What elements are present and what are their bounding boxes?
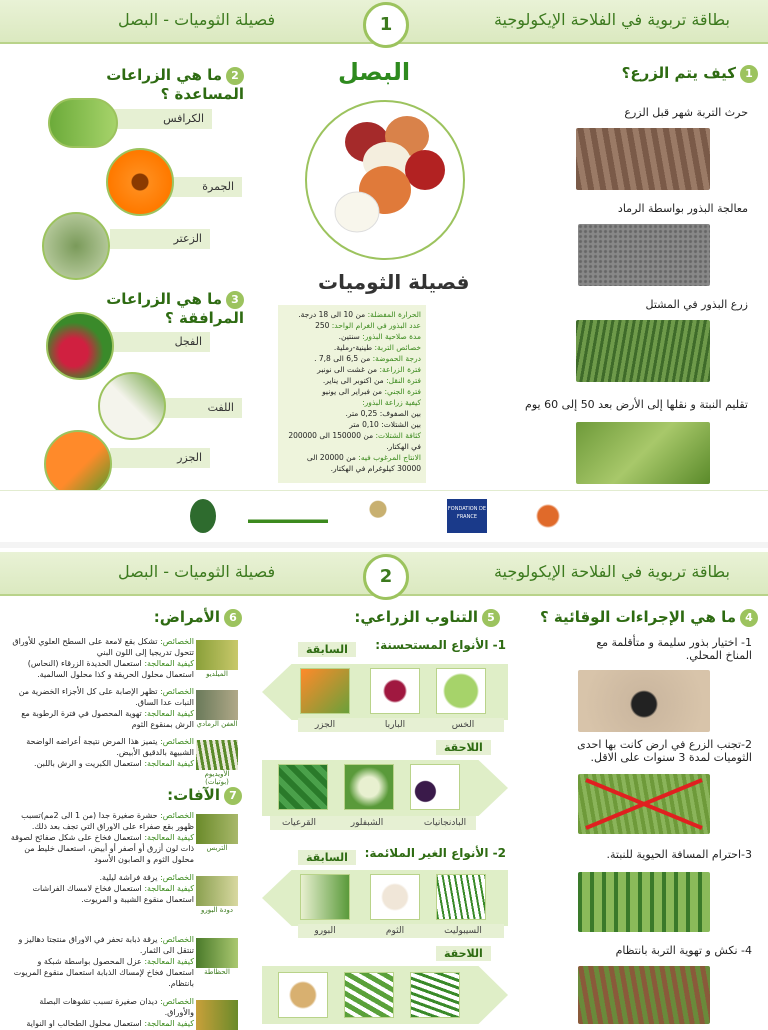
fondation-de-france-logo: FONDATION DE FRANCE [447,499,487,533]
rotation-cell [300,668,350,714]
rotation-label: السيبوليت [444,926,482,936]
info-row [283,331,421,342]
logo-1 [190,499,216,533]
info-row [283,419,421,430]
entry-value: يرقة ذبابة تحفر في الاوراق منتجتا دهاليز و تنتقل الى الثمار. [18,935,194,955]
thyme-photo [42,212,110,280]
thumbnail-image [196,1000,238,1030]
info-row [283,386,421,397]
companion-crops-heading: 3ما هي الزراعات المرافقة ؟ [106,290,244,327]
seeds-hand-photo [578,670,710,732]
plowed-soil-photo [576,128,710,190]
section-number: 3 [226,291,244,309]
preventive-item-1: 1- اختيار بذور سليمة و متأقلمة مع المناخ المحلي. [596,636,752,662]
entry-value: استعمال الحديدة الزرقاء (النحاس) استعمال محلول الحريقة و كذا محلول السالمية. [27,659,194,679]
info-key: كثافة الشتلات: [375,431,421,440]
info-value: من 20000 الى 30000 كيلوغرام في الهكتار. [306,453,421,473]
preventive-heading: 4ما هي الإجراءات الوقائية ؟ [538,608,758,627]
info-key: عدد البذور في الغرام الواحد: [331,321,421,330]
main-title: البصل [338,58,411,86]
entry-value: تشكل بقع لامعة على السطح العلوي للأوراق تتحول تدريجيا إلى اللون البني [12,637,194,657]
rotation-label: الجزر [314,720,336,730]
entry-key: كيفية المعالجة: [144,709,194,718]
entry-thumbnail [196,690,238,728]
sow-step-1: حرث التربة شهر قبل الزرع [624,106,748,119]
entry-key: الخصائص: [160,873,194,882]
carrot-photo [44,430,112,498]
entry-value: استعمال محلول الطحالب او النواية [26,1019,142,1028]
rotation-cell [344,764,394,810]
logo-5 [530,499,566,533]
sow-step-4: تقليم النبتة و نقلها إلى الأرض بعد 50 إلى 60 يوم [525,398,748,411]
entry-key: كيفية المعالجة: [144,884,194,893]
good-next-labels [270,816,476,830]
card2-banner-subtitle: فصيلة الثوميات - البصل [118,562,276,581]
entry-key: الخصائص: [160,737,194,746]
entry-value: يتميز هذا المرض نتيجة أعراضه الواضحة الشبيهة بالدقيق الأبيض. [26,737,194,757]
entry-key: كيفية المعالجة: [144,1019,194,1028]
section-number: 1 [740,65,758,83]
logo-3 [348,499,408,533]
avoid-field-photo [578,774,710,834]
thumbnail-caption: العفن الرمادي [196,720,238,728]
info-key: مدة صلاحية البذور: [362,332,421,341]
thumbnail-image [196,690,238,720]
thumbnail-image [196,876,238,906]
entry-text [8,810,194,865]
pests-heading: 7الآفات: [150,786,242,805]
rotation-cell [370,874,420,920]
section-number: 7 [224,787,242,805]
rotation-cell [278,972,328,1018]
rotation-label: البادنجانيات [423,818,467,828]
entry-text [8,636,194,680]
info-value: سنتين. [338,332,360,341]
sow-step-2: معالجة البذور بواسطة الرماد [617,202,748,215]
sow-step-3: زرع البذور في المشتل [645,298,748,311]
partner-logos [0,490,768,541]
rotation-cell [436,874,486,920]
entry-key: الخصائص: [160,687,194,696]
calendula-photo [106,148,174,216]
info-value: طينية-رملية. [333,343,373,352]
thumbnail-caption: الأويديوم (بوتيات) [204,770,230,786]
rotation-label: الباربا [384,720,406,730]
rotation-cell [344,972,394,1018]
entry-key: الخصائص: [160,811,194,820]
section-number: 5 [482,609,500,627]
spacing-photo [578,872,710,932]
entry-value: حشرة صغيرة جدا (من 1 الى 2مم)تسبب ظهور بقع صفراء على الاوراق التي تجف بعد ذلك. [21,811,194,831]
preventive-item-3: 3-احترام المسافة الحيوية للنبتة. [606,848,752,861]
entry-key: الخصائص: [160,997,194,1006]
entry-thumbnail [196,1000,238,1030]
thumbnail-image [196,938,238,968]
entry-key: كيفية المعالجة: [144,659,194,668]
info-row [283,375,421,386]
family-title: فصيلة الثوميات [318,270,470,294]
onion-icon [307,102,463,258]
rotation-label: البورو [314,926,336,936]
entry-text [8,872,194,905]
info-value: من 10 الى 18 درجة. [298,310,366,319]
entry-thumbnail [196,814,238,852]
info-key: الانتاج المرغوب فيه: [358,453,421,462]
entry-key: كيفية المعالجة: [144,759,194,768]
entry-value: تظهر الإصابة على كل الأجزاء الخضرية من النبات عدا الساق. [18,687,194,707]
good-prev-labels [298,718,504,732]
info-value: من فبراير الى يونيو [322,387,383,396]
entry-value: ديدان صغيرة تسبب تشوهات البصلة والأوراق. [39,997,194,1017]
celery-photo [48,98,118,148]
helper-crop-label: الجمرة [160,177,242,197]
radish-photo [46,312,114,380]
entry-thumbnail [196,876,238,914]
section-number: 4 [740,609,758,627]
thumbnail-caption: دودة البورو [200,906,234,914]
info-key: خصائص التربة: [374,343,421,352]
prev-label: السابقة [298,642,356,657]
info-value: بين الصفوف: 0,25 متر. [345,409,421,418]
entry-value: استعمال الكبريت و الرش باللبن. [34,759,142,768]
logo-2 [248,499,328,533]
ash-seeds-photo [578,224,710,286]
entry-thumbnail [196,938,238,976]
nursery-photo [576,320,710,382]
entry-key: الخصائص: [160,935,194,944]
rotation-cell [436,668,486,714]
info-key: فترة النقل: [386,376,421,385]
companion-crop-label: الفجل [110,332,210,352]
thumbnail-caption: الميلديو [206,670,228,678]
helper-crops-heading: 2ما هي الزراعات المساعدة ؟ [106,66,244,103]
bad-prev-labels [298,924,504,938]
prev-label: السابقة [298,850,356,865]
entry-key: كيفية المعالجة: [144,957,194,966]
cross-icon [578,774,710,834]
info-value: من اكتوبر الى يناير. [322,376,384,385]
helper-crop-label: الزعتر [110,229,210,249]
entry-text [8,996,194,1029]
entry-text [8,934,194,989]
turnip-photo [98,372,166,440]
rotation-heading: 5التناوب الزراعي: [300,608,500,627]
info-value: من 6,5 الى 7,8 . [314,354,371,363]
good-species-title: 1- الأنواع المستحسنة: [375,638,506,652]
entry-value: استعمال فخاخ على شكل صفائح لصوقة ذات لون أزرق أو أصفر أو أبيض، استعمال خليط من محلول الثوم و الصابون الأسود [10,833,194,864]
card1-number-badge: 1 [363,2,409,48]
info-row [283,430,421,452]
entry-value: عزل المحصول بواسطة شبكة و استعمال فخاخ لإمساك الذبابة استعمال منقوع المريوت بانتظام. [13,957,194,988]
next-label: اللاحقة [436,740,491,755]
rotation-label: الثوم [385,926,405,936]
entry-value: تهوية المحصول في فترة الرطوبة مع الرش بمنقوع الثوم [21,709,194,729]
entry-text [8,736,194,769]
card1-banner-subtitle: فصيلة الثوميات - البصل [118,10,276,29]
info-row [283,408,421,419]
rotation-cell [300,874,350,920]
info-row [283,353,421,364]
bad-species-title: 2- الأنواع الغير الملائمة: [364,846,506,860]
info-row [283,342,421,353]
info-value: من غشت الى نونبر [317,365,378,374]
thumbnail-caption: الحظاطة [204,968,230,976]
info-row [283,320,421,331]
entry-value: استعمال فخاخ لامساك الفراشات استعمال منقوع الشيبة و المريوت. [32,884,194,904]
info-box [278,305,426,483]
rotation-label: الشبفلور [350,818,384,828]
entry-thumbnail [196,640,238,678]
rotation-cell [278,764,328,810]
info-row [283,397,421,408]
thumbnail-image [196,814,238,844]
entry-text [8,686,194,730]
info-value: 250 [315,321,330,330]
pruning-photo [576,422,710,484]
entry-key: الخصائص: [160,637,194,646]
companion-crop-label: اللفت [160,398,242,418]
thumbnail-image [196,740,238,770]
rotation-cell [410,764,460,810]
card1-banner-title: بطاقة تربوية في الفلاحة الإيكولوجية [493,10,730,29]
entry-value: يرقة فراشة ليلية. [99,873,158,882]
info-value: من 150000 الى 200000 في الهكتار. [288,431,421,451]
info-key: فترة الزراعة: [379,365,421,374]
info-key: كيفية زراعة البذور: [362,398,421,407]
onion-photo [305,100,465,260]
info-value: بين الشتلات: 0,10 متر [349,420,421,429]
info-row [283,364,421,375]
card2-banner-title: بطاقة تربوية في الفلاحة الإيكولوجية [493,562,730,581]
soil-aeration-photo [578,966,710,1024]
info-key: فترة الجني: [384,387,421,396]
thumbnail-caption: التربس [206,844,228,852]
section-number: 6 [224,609,242,627]
section-number: 2 [226,67,244,85]
entry-thumbnail [196,740,238,786]
info-row [283,452,421,474]
card2-number-badge: 2 [363,554,409,600]
entry-key: كيفية المعالجة: [144,833,194,842]
card-separator [0,542,768,548]
diseases-heading: 6الأمراض: [150,608,242,627]
thumbnail-image [196,640,238,670]
preventive-item-2: 2-تجنب الزرع في ارض كانت بها احدى الثوميات لمدة 3 سنوات على الاقل. [577,738,752,764]
info-key: الحرارة المفضلة: [367,310,421,319]
helper-crop-label: الكرافس [112,109,212,129]
how-sow-heading: 1كيف يتم الزرع؟ [558,64,758,83]
rotation-label: القرعيات [281,818,317,828]
rotation-cell [370,668,420,714]
next-label: اللاحقة [436,946,491,961]
rotation-label: الخس [451,720,475,730]
rotation-cell [410,972,460,1018]
info-row [283,309,421,320]
preventive-item-4: 4- نكش و تهوية التربة بانتظام [615,944,752,957]
info-key: درجة الحموضة: [372,354,421,363]
companion-crop-label: الجزر [110,448,210,468]
